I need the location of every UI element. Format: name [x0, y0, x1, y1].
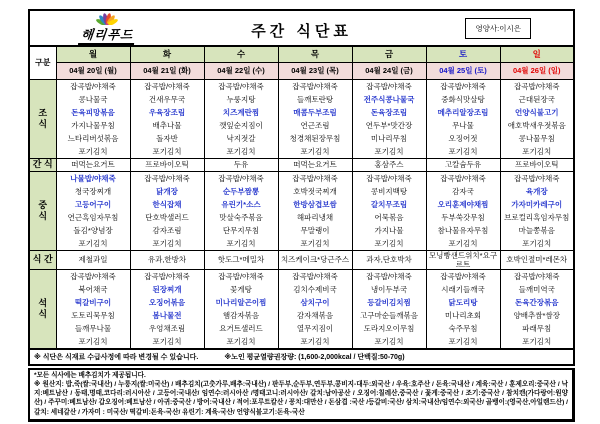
menu-item: 홍삼주스 — [374, 160, 404, 169]
cell-dinner-6 — [500, 269, 574, 349]
cell-snack_pm-3 — [278, 250, 352, 269]
menu-item: 단무지무침 — [222, 225, 260, 235]
cell-breakfast-3 — [278, 79, 352, 158]
menu-item: 닭개장 — [156, 186, 178, 196]
day-name-5: 토 — [426, 46, 500, 62]
menu-item: 가지나물무침 — [71, 120, 115, 130]
menu-item: 연두부*맛간장 — [365, 120, 413, 130]
menu-item: 단호박샐러드 — [145, 212, 189, 222]
menu-item: 느타리버섯볶음 — [67, 133, 119, 143]
menu-item: 메추리알장조림 — [437, 107, 489, 117]
menu-item: 들깨미역국 — [518, 284, 555, 294]
menu-item: 브로컬리흑임자무침 — [504, 212, 570, 222]
cell-snack_am-6 — [500, 158, 574, 171]
menu-item: 한방삼겹보쌈 — [293, 199, 337, 209]
menu-item: 콩비지백탕 — [370, 186, 408, 196]
menu-item: 고구마순들깨볶음 — [360, 310, 418, 320]
menu-item: 떠먹는요거트 — [71, 160, 115, 169]
day-date-1: 04월 21일 (화) — [130, 62, 204, 79]
notes-row — [28, 350, 575, 366]
cell-breakfast-1 — [130, 79, 204, 158]
menu-item: 등갈비김치찜 — [367, 297, 411, 307]
row-label-breakfast: 조 식 — [29, 79, 56, 158]
menu-item: 연근흑임자무침 — [67, 212, 119, 222]
menu-item: 오징어젓 — [448, 133, 478, 143]
sheet-header — [28, 9, 575, 45]
row-label-dinner: 석 식 — [29, 269, 56, 349]
cell-dinner-0 — [56, 269, 130, 349]
cell-snack_pm-2 — [204, 250, 278, 269]
menu-item: 잡곡밥/야채죽 — [366, 271, 412, 281]
menu-item: 무나물 — [452, 120, 474, 130]
menu-item: 우엉채조림 — [148, 323, 186, 333]
menu-item: 나물밥/야채죽 — [70, 173, 116, 183]
cell-dinner-1 — [130, 269, 204, 349]
menu-item: 과자,단호박차 — [366, 255, 412, 264]
menu-item: 포기김치 — [522, 238, 552, 248]
menu-item: 프로바이오틱 — [515, 160, 559, 169]
row-label-snack_pm: 식 간 — [29, 250, 56, 269]
dietitian-box: 영양사:이시은 — [465, 18, 531, 39]
menu-item: 깻잎순지짐이 — [219, 120, 263, 130]
day-date-0: 04월 20일 (월) — [56, 62, 130, 79]
cell-snack_pm-0 — [56, 250, 130, 269]
menu-item: 제철과일 — [78, 255, 108, 264]
cell-breakfast-5 — [426, 79, 500, 158]
row-label-snack_am: 간 식 — [29, 158, 56, 171]
menu-item: 호박젓국찌개 — [293, 186, 337, 196]
menu-item: 잡곡밥/야채죽 — [513, 81, 560, 91]
menu-item: 시래기들깨국 — [441, 284, 485, 294]
menu-item: 배추나물 — [152, 120, 182, 130]
menu-item: 감자국 — [452, 186, 474, 196]
cell-snack_pm-6 — [500, 250, 574, 269]
menu-item: 핫도그*메밀차 — [217, 255, 265, 264]
menu-item: 감자채볶음 — [296, 310, 334, 320]
menu-item: 포기김치 — [226, 238, 256, 248]
cell-dinner-5 — [426, 269, 500, 349]
cell-breakfast-2 — [204, 79, 278, 158]
menu-item: 포기김치 — [152, 146, 182, 156]
menu-item: 참나물유자무침 — [437, 225, 489, 235]
menu-item: 치즈계란찜 — [222, 107, 260, 117]
day-date-6: 04월 26일 (일) — [500, 62, 574, 79]
menu-item: 포기김치 — [448, 238, 478, 248]
menu-item: 잡곡밥/야채죽 — [366, 173, 412, 183]
menu-item: 청국장찌개 — [74, 186, 112, 196]
menu-item: 봄나물전 — [152, 310, 182, 320]
menu-item: 김치수제비국 — [293, 284, 337, 294]
menu-item: 떡갈비구이 — [74, 297, 112, 307]
page-title: 주간 식단표 — [251, 23, 352, 40]
menu-item: 고등어구이 — [74, 199, 112, 209]
menu-item: 전주식콩나물국 — [363, 94, 415, 104]
menu-item: 두유 — [233, 160, 249, 169]
menu-item: 잡곡밥/야채죽 — [218, 271, 264, 281]
menu-item: 매콤두부조림 — [293, 107, 337, 117]
origin-kimchi-note: *모든 식사에는 배추김치가 제공됩니다. — [34, 371, 146, 379]
menu-item: 파래무침 — [522, 323, 552, 333]
note-change: ※ 식단은 식재료 수급사정에 따라 변경될 수 있습니다. — [34, 353, 199, 361]
cell-snack_am-4 — [352, 158, 426, 171]
menu-item: 마늘쫑볶음 — [518, 225, 555, 235]
menu-item: 잡곡밥/야채죽 — [440, 81, 486, 91]
cell-lunch-1 — [130, 171, 204, 250]
menu-item: 꽃게탕 — [230, 284, 252, 294]
menu-item: 포기김치 — [78, 238, 108, 248]
company-logo-text: 해리푸드 — [78, 25, 136, 45]
menu-item: 갈치무조림 — [370, 199, 408, 209]
menu-item: 프로바이오틱 — [145, 160, 189, 169]
row-label-lunch: 중 식 — [29, 171, 56, 250]
menu-item: 돈육피망볶음 — [71, 107, 115, 117]
menu-item: 포기김치 — [152, 238, 182, 248]
menu-item: 포기김치 — [374, 238, 404, 248]
cell-dinner-3 — [278, 269, 352, 349]
menu-item: 잡곡밥/야채죽 — [218, 173, 264, 183]
menu-item: 두부쑥갓무침 — [441, 212, 485, 222]
menu-item: 육개장 — [525, 186, 548, 196]
menu-item: 근대된장국 — [518, 94, 555, 104]
menu-item: 떠먹는요거트 — [293, 160, 337, 169]
cell-breakfast-0 — [56, 79, 130, 158]
cell-lunch-3 — [278, 171, 352, 250]
day-date-4: 04월 24일 (금) — [352, 62, 426, 79]
cell-lunch-5 — [426, 171, 500, 250]
menu-item: 우육장조림 — [148, 107, 186, 117]
menu-item: 무말랭이 — [300, 225, 330, 235]
menu-item: 돈육간장볶음 — [515, 297, 559, 307]
menu-item: 요거트샐러드 — [219, 323, 263, 333]
origin-details: ※ 원산지: 밥,죽(쌀:국내산) / 누룽지(쌀:미국산) / 배추김치(고춧가루,배추:국내산) / 판두부,순두부,연두부,콩비지-대두:외국산 / 우육:호주산 / 돈육:국내산 / 계육:국산 / 훈제오리:중국산 / 낙지:베트남산 / 동태,명태,코다리:러시아산 / 고등어:국내산/ 임연수:러시아산 /명태고니:러시아산/ 갈치:남아공산 / 오징어:칠레산,중국산 / 꽃게:중국산 / 조기:중국산 / 참치캔(가다랑어:원양산) / 주꾸미:베트남산/ 갑오징어:베트남산 / 아귀:중국산 / 방어:국내산 / 적어:포루트칼산 / 꽁치:대만산 / 돈삼겹 :국산 /등갈비:국산/ 삼치:국내산/임연수:외국산/ 골뱅이:(영국산,아일랜드산) /갈치: 세네갈산 / 가자미 : 미국산/ 떡갈비:돈육-국산/ 유린기: 계육-국산/ 언양식불고기:돈육-국산 — [34, 380, 568, 416]
menu-item: 된장찌개 — [152, 284, 182, 294]
menu-item: 미나리초회 — [444, 310, 482, 320]
cell-snack_pm-5 — [426, 250, 500, 269]
menu-item: 포기김치 — [300, 146, 330, 156]
gubun-header: 구분 — [29, 46, 56, 79]
menu-item: 냉이두부국 — [370, 284, 408, 294]
menu-item: 포기김치 — [226, 146, 256, 156]
cell-lunch-0 — [56, 171, 130, 250]
menu-item: 건새우무국 — [148, 94, 186, 104]
menu-item: 호박인절미*레몬차 — [506, 255, 568, 264]
menu-item: 돌자반 — [156, 133, 178, 143]
cell-lunch-6 — [500, 171, 574, 250]
cell-dinner-4 — [352, 269, 426, 349]
menu-item: 미나리무침 — [370, 133, 408, 143]
menu-item: 돈육장조림 — [370, 107, 408, 117]
menu-item: 모닝빵샌드위치*요구르트 — [428, 250, 498, 269]
cell-breakfast-4 — [352, 79, 426, 158]
menu-item: 도토리묵무침 — [71, 310, 115, 320]
day-name-0: 월 — [56, 46, 130, 62]
cell-breakfast-6 — [500, 79, 574, 158]
menu-item: 한식잡채 — [152, 199, 182, 209]
menu-item: 유린기*소스 — [221, 199, 261, 209]
menu-item: 삼치구이 — [300, 297, 330, 307]
origin-box — [28, 368, 575, 422]
menu-item: 어묵볶음 — [374, 212, 404, 222]
menu-item: 잡곡밥/야채죽 — [513, 173, 560, 183]
menu-item: 양배추쌈*쌈장 — [513, 310, 560, 320]
cell-lunch-2 — [204, 171, 278, 250]
note-calorie: ※노인 평균열량권장량: (1,600-2,000kcal / 단백질:50-70g) — [224, 353, 405, 361]
menu-item: 들깨토란탕 — [296, 94, 334, 104]
cell-snack_pm-1 — [130, 250, 204, 269]
cell-snack_am-0 — [56, 158, 130, 171]
menu-item: 잡곡밥/야채죽 — [144, 81, 190, 91]
day-date-3: 04월 23일 (목) — [278, 62, 352, 79]
menu-item: 잡곡밥/야채죽 — [292, 271, 338, 281]
cell-dinner-2 — [204, 269, 278, 349]
menu-item: 유과,한방차 — [147, 255, 187, 264]
day-name-2: 수 — [204, 46, 278, 62]
menu-item: 잡곡밥/야채죽 — [292, 173, 338, 183]
menu-item: 언양식불고기 — [515, 107, 559, 117]
menu-item: 연근조림 — [300, 120, 330, 130]
cell-snack_am-1 — [130, 158, 204, 171]
menu-item: 고칼슘두유 — [444, 160, 482, 169]
menu-item: 맛살숙주볶음 — [219, 212, 263, 222]
menu-item: 포기김치 — [448, 146, 478, 156]
menu-item: 포기김치 — [300, 238, 330, 248]
day-name-4: 금 — [352, 46, 426, 62]
menu-item: 청경채된장무침 — [289, 133, 341, 143]
menu-item: 순두부짬뽕 — [222, 186, 260, 196]
menu-item: 돌김*양념장 — [73, 225, 113, 235]
day-name-1: 화 — [130, 46, 204, 62]
menu-sheet — [28, 9, 575, 422]
menu-item: 잡곡밥/야채죽 — [70, 81, 116, 91]
menu-item: 해파리냉채 — [296, 212, 334, 222]
menu-item: 콩나물무침 — [518, 133, 555, 143]
menu-item: 잡곡밥/야채죽 — [218, 81, 264, 91]
menu-item: 오리훈제야채찜 — [437, 199, 489, 209]
menu-item: 잡곡밥/야채죽 — [366, 81, 412, 91]
menu-item: 잡곡밥/야채죽 — [292, 81, 338, 91]
menu-item: 잡곡밥/야채죽 — [440, 173, 486, 183]
day-name-3: 목 — [278, 46, 352, 62]
menu-item: 감자조림 — [152, 225, 182, 235]
menu-item: 포기김치 — [78, 146, 108, 156]
menu-item: 낙지젓갈 — [226, 133, 256, 143]
cell-lunch-4 — [352, 171, 426, 250]
menu-item: 잡곡밥/야채죽 — [70, 271, 116, 281]
menu-item: 포기김치 — [448, 336, 478, 346]
menu-item: 오징어볶음 — [148, 297, 186, 307]
menu-item: 잡곡밥/야채죽 — [144, 271, 190, 281]
menu-item: 열무지짐이 — [296, 323, 334, 333]
menu-item: 포기김치 — [78, 336, 108, 346]
cell-snack_am-5 — [426, 158, 500, 171]
menu-item: 포기김치 — [374, 336, 404, 346]
menu-item: 미나리알곤이찜 — [215, 297, 267, 307]
menu-item: 포기김치 — [522, 336, 552, 346]
menu-item: 포기김치 — [300, 336, 330, 346]
menu-item: 닭도리탕 — [448, 297, 478, 307]
day-date-2: 04월 22일 (수) — [204, 62, 278, 79]
menu-item: 햄감자볶음 — [222, 310, 260, 320]
menu-item: 애호박새우젓볶음 — [507, 120, 566, 130]
menu-item: 포기김치 — [522, 146, 552, 156]
cell-snack_am-2 — [204, 158, 278, 171]
menu-item: 포기김치 — [374, 146, 404, 156]
day-date-5: 04월 25일 (토) — [426, 62, 500, 79]
menu-item: 가지나물 — [374, 225, 404, 235]
menu-item: 치즈케이크*당근주스 — [280, 255, 350, 264]
menu-table — [28, 45, 575, 350]
cell-snack_pm-4 — [352, 250, 426, 269]
cell-snack_am-3 — [278, 158, 352, 171]
menu-item: 포기김치 — [152, 336, 182, 346]
menu-item: 도라지오이무침 — [363, 323, 415, 333]
menu-item: 잡곡밥/야채죽 — [513, 271, 560, 281]
menu-item: 콩나물국 — [78, 94, 108, 104]
menu-item: 중화식맛살탕 — [441, 94, 485, 104]
menu-item: 잡곡밥/야채죽 — [144, 173, 190, 183]
day-name-6: 일 — [500, 46, 574, 62]
menu-item: 가자미카레구이 — [511, 199, 563, 209]
menu-item: 북어채국 — [78, 284, 108, 294]
menu-item: 포기김치 — [226, 336, 256, 346]
menu-item: 들깨무나물 — [74, 323, 112, 333]
menu-item: 누룽지탕 — [226, 94, 256, 104]
menu-item: 잡곡밥/야채죽 — [440, 271, 486, 281]
menu-item: 숙주무침 — [448, 323, 478, 333]
